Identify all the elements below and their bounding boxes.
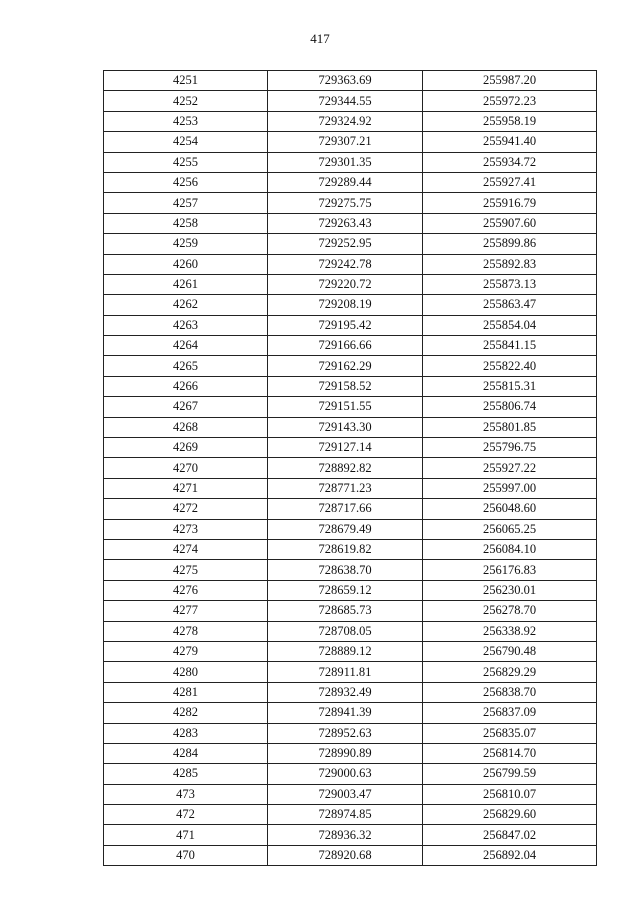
point-number-cell: 4262 xyxy=(104,295,268,315)
x-coordinate-cell: 729003.47 xyxy=(268,784,423,804)
table-row xyxy=(104,458,597,478)
y-coordinate-cell: 256814.70 xyxy=(423,743,597,763)
x-coordinate-cell: 729324.92 xyxy=(268,111,423,131)
table-row xyxy=(104,499,597,519)
y-coordinate-cell: 256837.09 xyxy=(423,703,597,723)
point-number-cell: 4281 xyxy=(104,682,268,702)
y-coordinate-cell: 255815.31 xyxy=(423,376,597,396)
page-number: 417 xyxy=(310,31,330,46)
y-coordinate-cell: 255941.40 xyxy=(423,132,597,152)
point-number-cell: 4275 xyxy=(104,560,268,580)
y-coordinate-cell: 256892.04 xyxy=(423,845,597,865)
point-number-cell: 4272 xyxy=(104,499,268,519)
x-coordinate-cell: 729220.72 xyxy=(268,274,423,294)
x-coordinate-cell: 728708.05 xyxy=(268,621,423,641)
x-coordinate-cell: 728974.85 xyxy=(268,805,423,825)
table-row xyxy=(104,254,597,274)
point-number-cell: 4270 xyxy=(104,458,268,478)
y-coordinate-cell: 255907.60 xyxy=(423,213,597,233)
x-coordinate-cell: 729158.52 xyxy=(268,376,423,396)
point-number-cell: 4258 xyxy=(104,213,268,233)
x-coordinate-cell: 728952.63 xyxy=(268,723,423,743)
x-coordinate-cell: 729208.19 xyxy=(268,295,423,315)
point-number-cell: 4276 xyxy=(104,580,268,600)
point-number-cell: 4273 xyxy=(104,519,268,539)
y-coordinate-cell: 255899.86 xyxy=(423,234,597,254)
table-row xyxy=(104,438,597,458)
y-coordinate-cell: 255841.15 xyxy=(423,336,597,356)
x-coordinate-cell: 729275.75 xyxy=(268,193,423,213)
point-number-cell: 4256 xyxy=(104,172,268,192)
table-row xyxy=(104,703,597,723)
x-coordinate-cell: 728659.12 xyxy=(268,580,423,600)
y-coordinate-cell: 256278.70 xyxy=(423,601,597,621)
y-coordinate-cell: 255801.85 xyxy=(423,417,597,437)
x-coordinate-cell: 728920.68 xyxy=(268,845,423,865)
point-number-cell: 4261 xyxy=(104,274,268,294)
x-coordinate-cell: 728717.66 xyxy=(268,499,423,519)
y-coordinate-cell: 255822.40 xyxy=(423,356,597,376)
point-number-cell: 470 xyxy=(104,845,268,865)
point-number-cell: 4274 xyxy=(104,539,268,559)
x-coordinate-cell: 728679.49 xyxy=(268,519,423,539)
table-row xyxy=(104,274,597,294)
point-number-cell: 4269 xyxy=(104,438,268,458)
table-row xyxy=(104,601,597,621)
x-coordinate-cell: 729301.35 xyxy=(268,152,423,172)
x-coordinate-cell: 728941.39 xyxy=(268,703,423,723)
table-row xyxy=(104,71,597,91)
x-coordinate-cell: 729307.21 xyxy=(268,132,423,152)
x-coordinate-cell: 728932.49 xyxy=(268,682,423,702)
point-number-cell: 471 xyxy=(104,825,268,845)
point-number-cell: 4257 xyxy=(104,193,268,213)
table-row xyxy=(104,172,597,192)
point-number-cell: 4282 xyxy=(104,703,268,723)
point-number-cell: 4260 xyxy=(104,254,268,274)
point-number-cell: 4279 xyxy=(104,641,268,661)
point-number-cell: 4252 xyxy=(104,91,268,111)
table-row xyxy=(104,193,597,213)
y-coordinate-cell: 255972.23 xyxy=(423,91,597,111)
table-row xyxy=(104,662,597,682)
table-row xyxy=(104,234,597,254)
x-coordinate-cell: 728619.82 xyxy=(268,539,423,559)
x-coordinate-cell: 728638.70 xyxy=(268,560,423,580)
x-coordinate-cell: 729363.69 xyxy=(268,71,423,91)
y-coordinate-cell: 256835.07 xyxy=(423,723,597,743)
table-row xyxy=(104,295,597,315)
x-coordinate-cell: 728911.81 xyxy=(268,662,423,682)
table-row xyxy=(104,152,597,172)
point-number-cell: 473 xyxy=(104,784,268,804)
table-row xyxy=(104,825,597,845)
point-number-cell: 4267 xyxy=(104,397,268,417)
y-coordinate-cell: 255997.00 xyxy=(423,478,597,498)
table-row xyxy=(104,723,597,743)
table-row xyxy=(104,784,597,804)
point-number-cell: 4268 xyxy=(104,417,268,437)
point-number-cell: 4265 xyxy=(104,356,268,376)
y-coordinate-cell: 256810.07 xyxy=(423,784,597,804)
point-number-cell: 4266 xyxy=(104,376,268,396)
x-coordinate-cell: 729252.95 xyxy=(268,234,423,254)
x-coordinate-cell: 729195.42 xyxy=(268,315,423,335)
x-coordinate-cell: 728771.23 xyxy=(268,478,423,498)
table-row xyxy=(104,764,597,784)
point-number-cell: 4285 xyxy=(104,764,268,784)
x-coordinate-cell: 729143.30 xyxy=(268,417,423,437)
point-number-cell: 4278 xyxy=(104,621,268,641)
table-row xyxy=(104,356,597,376)
y-coordinate-cell: 256847.02 xyxy=(423,825,597,845)
y-coordinate-cell: 255927.22 xyxy=(423,458,597,478)
y-coordinate-cell: 255916.79 xyxy=(423,193,597,213)
coordinates-table-body xyxy=(104,71,597,866)
table-row xyxy=(104,417,597,437)
y-coordinate-cell: 255958.19 xyxy=(423,111,597,131)
table-row xyxy=(104,111,597,131)
x-coordinate-cell: 729344.55 xyxy=(268,91,423,111)
y-coordinate-cell: 256176.83 xyxy=(423,560,597,580)
table-row xyxy=(104,91,597,111)
point-number-cell: 4277 xyxy=(104,601,268,621)
point-number-cell: 4271 xyxy=(104,478,268,498)
table-row xyxy=(104,519,597,539)
y-coordinate-cell: 255873.13 xyxy=(423,274,597,294)
y-coordinate-cell: 255806.74 xyxy=(423,397,597,417)
x-coordinate-cell: 729263.43 xyxy=(268,213,423,233)
table-row xyxy=(104,845,597,865)
point-number-cell: 4280 xyxy=(104,662,268,682)
table-row xyxy=(104,560,597,580)
table-row xyxy=(104,580,597,600)
y-coordinate-cell: 256829.29 xyxy=(423,662,597,682)
x-coordinate-cell: 729242.78 xyxy=(268,254,423,274)
table-row xyxy=(104,641,597,661)
table-row xyxy=(104,132,597,152)
table-row xyxy=(104,336,597,356)
y-coordinate-cell: 255927.41 xyxy=(423,172,597,192)
table-row xyxy=(104,805,597,825)
x-coordinate-cell: 729000.63 xyxy=(268,764,423,784)
table-row xyxy=(104,682,597,702)
x-coordinate-cell: 728889.12 xyxy=(268,641,423,661)
x-coordinate-cell: 729162.29 xyxy=(268,356,423,376)
table-row xyxy=(104,478,597,498)
table-row xyxy=(104,621,597,641)
y-coordinate-cell: 255892.83 xyxy=(423,254,597,274)
x-coordinate-cell: 728936.32 xyxy=(268,825,423,845)
table-row xyxy=(104,539,597,559)
y-coordinate-cell: 256048.60 xyxy=(423,499,597,519)
point-number-cell: 4255 xyxy=(104,152,268,172)
point-number-cell: 4284 xyxy=(104,743,268,763)
y-coordinate-cell: 256230.01 xyxy=(423,580,597,600)
y-coordinate-cell: 256799.59 xyxy=(423,764,597,784)
y-coordinate-cell: 256838.70 xyxy=(423,682,597,702)
point-number-cell: 472 xyxy=(104,805,268,825)
y-coordinate-cell: 256829.60 xyxy=(423,805,597,825)
table-row xyxy=(104,213,597,233)
point-number-cell: 4251 xyxy=(104,71,268,91)
y-coordinate-cell: 255854.04 xyxy=(423,315,597,335)
x-coordinate-cell: 728990.89 xyxy=(268,743,423,763)
point-number-cell: 4259 xyxy=(104,234,268,254)
y-coordinate-cell: 256790.48 xyxy=(423,641,597,661)
point-number-cell: 4283 xyxy=(104,723,268,743)
coordinates-table xyxy=(103,70,597,866)
x-coordinate-cell: 729151.55 xyxy=(268,397,423,417)
point-number-cell: 4264 xyxy=(104,336,268,356)
y-coordinate-cell: 256338.92 xyxy=(423,621,597,641)
point-number-cell: 4253 xyxy=(104,111,268,131)
x-coordinate-cell: 728685.73 xyxy=(268,601,423,621)
x-coordinate-cell: 728892.82 xyxy=(268,458,423,478)
point-number-cell: 4263 xyxy=(104,315,268,335)
x-coordinate-cell: 729289.44 xyxy=(268,172,423,192)
y-coordinate-cell: 255987.20 xyxy=(423,71,597,91)
table-row xyxy=(104,376,597,396)
y-coordinate-cell: 255934.72 xyxy=(423,152,597,172)
y-coordinate-cell: 255796.75 xyxy=(423,438,597,458)
y-coordinate-cell: 256084.10 xyxy=(423,539,597,559)
x-coordinate-cell: 729127.14 xyxy=(268,438,423,458)
point-number-cell: 4254 xyxy=(104,132,268,152)
table-row xyxy=(104,743,597,763)
y-coordinate-cell: 255863.47 xyxy=(423,295,597,315)
x-coordinate-cell: 729166.66 xyxy=(268,336,423,356)
table-row xyxy=(104,397,597,417)
y-coordinate-cell: 256065.25 xyxy=(423,519,597,539)
table-row xyxy=(104,315,597,335)
